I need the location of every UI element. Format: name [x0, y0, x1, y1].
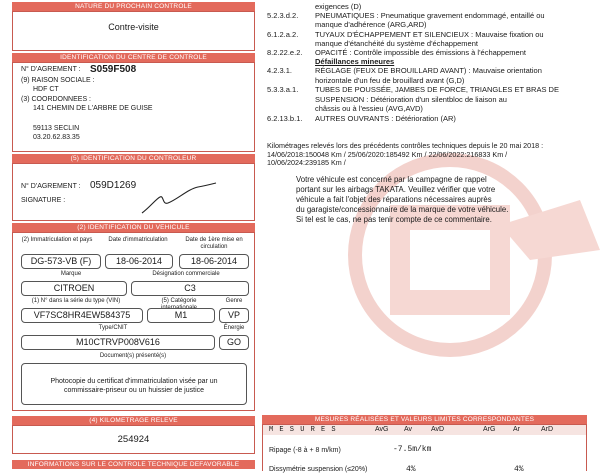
mileage-header: (4) KILOMETRAGE RELEVE	[12, 416, 255, 425]
defect-text: exigences (D)	[315, 2, 362, 11]
minor-defect-text: TUBES DE POUSSÉE, JAMBES DE FORCE, TRIANGLES ET BRAS DE	[315, 85, 559, 95]
col-avd: AvD	[431, 426, 445, 433]
genre-value: VP	[219, 308, 249, 323]
make-value: CITROEN	[21, 281, 127, 296]
recall-line: portant sur les airbags TAKATA. Veuillez vérifier que votre	[296, 185, 496, 194]
next-visit-header: NATURE DU PROCHAIN CONTROLE	[12, 2, 255, 11]
vin-label: (1) N° dans la série du type (VIN)	[31, 298, 121, 304]
vin-value: VF7SC8HR4EW584375	[21, 308, 143, 323]
minor-defect-text: SUSPENSION : Détérioration d'un silentbloc de liaison au	[315, 94, 507, 104]
defect-text: manque d'adhérence (ARG,ARD)	[315, 20, 427, 30]
defect-code: 5.2.3.d.2.	[267, 11, 299, 21]
bottom-header: INFORMATIONS SUR LE CONTROLE TECHNIQUE DEFAVORABLE	[12, 460, 255, 469]
address-line2: 59113 SECLIN	[33, 125, 80, 132]
centre-approval-label: N° D'AGREMENT :	[21, 66, 81, 73]
reg-label: (2) Immatriculation et pays	[21, 237, 93, 243]
suspension-ar-value: 4%	[514, 465, 524, 474]
documents-text-2: commissaire-priseur ou un huissier de justice	[63, 387, 205, 394]
cert-date-value: 18-06-2014	[179, 254, 249, 269]
documents-text-1: Photocopie du certificat d'immatriculation visée par un	[50, 378, 218, 385]
energy-value: GO	[219, 335, 249, 350]
next-visit-value: Contre-visite	[108, 22, 159, 32]
measures-header: MESURES RÉALISÉES ET VALEURS LIMITES CORRESPONDANTES	[262, 415, 587, 424]
col-ard: ArD	[541, 426, 554, 433]
phone-number: 03.20.62.83.35	[33, 134, 80, 141]
category-value: M1	[147, 308, 215, 323]
controller-approval-value: 059D1269	[90, 180, 137, 191]
col-av: Av	[404, 426, 413, 433]
model-value: C3	[131, 281, 249, 296]
recall-line: véhicule a fait l'objet des réparations nécessaires auprès	[296, 195, 492, 204]
defect-code: 8.2.22.e.2.	[267, 48, 303, 57]
minor-defect-text: horizontale d'un feu de brouillard avant (G,D)	[315, 75, 465, 85]
next-visit-box	[12, 11, 255, 51]
genre-label: Genre	[225, 298, 243, 304]
suspension-av-value: 4%	[406, 465, 416, 474]
mileage-value: 254924	[117, 434, 150, 445]
centre-approval-value: S059F508	[90, 64, 137, 75]
reg-value: DG-573-VB (F)	[21, 254, 101, 269]
company-value: HDF CT	[33, 86, 59, 93]
mileage-history-line: 10/06/2024:239185 Km /	[267, 158, 346, 167]
defect-text: TUYAUX D'ÉCHAPPEMENT ET SILENCIEUX : Mauvaise fixation ou	[315, 29, 544, 39]
defect-text: OPACITÉ : Contrôle impossible des émissions à l'échappement	[315, 48, 526, 57]
minor-defect-text: AUTRES OUVRANTS : Détérioration (AR)	[315, 114, 456, 123]
type-label: Type/CNIT	[98, 325, 128, 331]
category-label: (5) Catégorie	[161, 298, 197, 304]
ripage-label: Ripage (-8 à + 8 m/km)	[269, 447, 341, 454]
mileage-box	[12, 425, 255, 454]
minor-defect-code: 5.3.3.a.1.	[267, 85, 299, 95]
col-ar: Ar	[513, 426, 520, 433]
company-label: (9) RAISON SOCIALE :	[21, 77, 95, 84]
ripage-value: -7.5m/km	[393, 445, 432, 454]
controller-approval-label: N° D'AGREMENT :	[21, 183, 81, 190]
minor-defect-code: 6.2.13.b.1.	[267, 114, 303, 123]
documents-box	[21, 363, 247, 405]
recall-line: Si tel est le cas, ne pas tenir compte de ce commentaire.	[296, 215, 492, 224]
minor-defect-text: RÉGLAGE (FEUX DE BROUILLARD AVANT) : Mauvaise orientation	[315, 66, 542, 75]
defect-text: manque d'étanchéité du système d'échappement	[315, 38, 478, 48]
centre-box	[12, 62, 255, 152]
measures-column-label: M E S U R E S	[269, 426, 337, 434]
mileage-history-line: 14/06/2018:150048 Km / 25/06/2020:185492 Km / 22/06/2022:216833 Km /	[267, 149, 508, 159]
controller-header: (5) IDENTIFICATION DU CONTROLEUR	[12, 154, 255, 163]
col-avg: AvG	[375, 426, 389, 433]
type-value: M10CTRVP008V616	[21, 335, 215, 350]
recall-line: du garagiste/concessionnaire de la marque de votre véhicule.	[296, 205, 509, 214]
suspension-label: Dissymétrie suspension (≤20%)	[269, 466, 368, 473]
recall-line: Votre véhicule est concerné par la campagne de rappel	[296, 175, 487, 184]
controller-signature	[138, 179, 228, 217]
defect-text: PNEUMATIQUES : Pneumatique gravement endommagé, entaillé ou	[315, 11, 545, 21]
address-line1: 141 CHEMIN DE L'ARBRE DE GUISE	[33, 105, 153, 112]
documents-label: Document(s) présenté(s)	[99, 353, 167, 359]
first-reg-value: 18-06-2014	[105, 254, 173, 269]
minor-defects-title: Défaillances mineures	[315, 57, 395, 66]
col-arg: ArG	[483, 426, 496, 433]
recall-notice	[296, 175, 508, 225]
vehicle-box	[12, 232, 255, 411]
minor-defect-code: 4.2.3.1.	[267, 66, 293, 75]
centre-header: IDENTIFICATION DU CENTRE DE CONTROLE	[12, 53, 255, 62]
measures-table	[262, 424, 587, 474]
minor-defect-text: châssis ou à l'essieu (AVG,AVD)	[315, 104, 423, 114]
vehicle-header: (2) IDENTIFICATION DU VEHICULE	[12, 223, 255, 232]
energy-label: Énergie	[223, 325, 245, 331]
cert-date-label: Date de 1ère mise en circulation	[185, 237, 243, 250]
controller-box	[12, 163, 255, 221]
mileage-history	[267, 142, 543, 168]
address-label: (3) COORDONNEES :	[21, 96, 92, 103]
mileage-history-line: Kilométrages relevés lors des précédents contrôles techniques depuis le 20 mai 2018 :	[267, 141, 544, 150]
make-label: Marque	[60, 271, 82, 277]
first-reg-label: Date d'immatriculation	[108, 237, 168, 243]
signature-label: SIGNATURE :	[21, 197, 66, 204]
defect-code: 6.1.2.a.2.	[267, 29, 299, 39]
model-label: Désignation commerciale	[152, 271, 220, 277]
